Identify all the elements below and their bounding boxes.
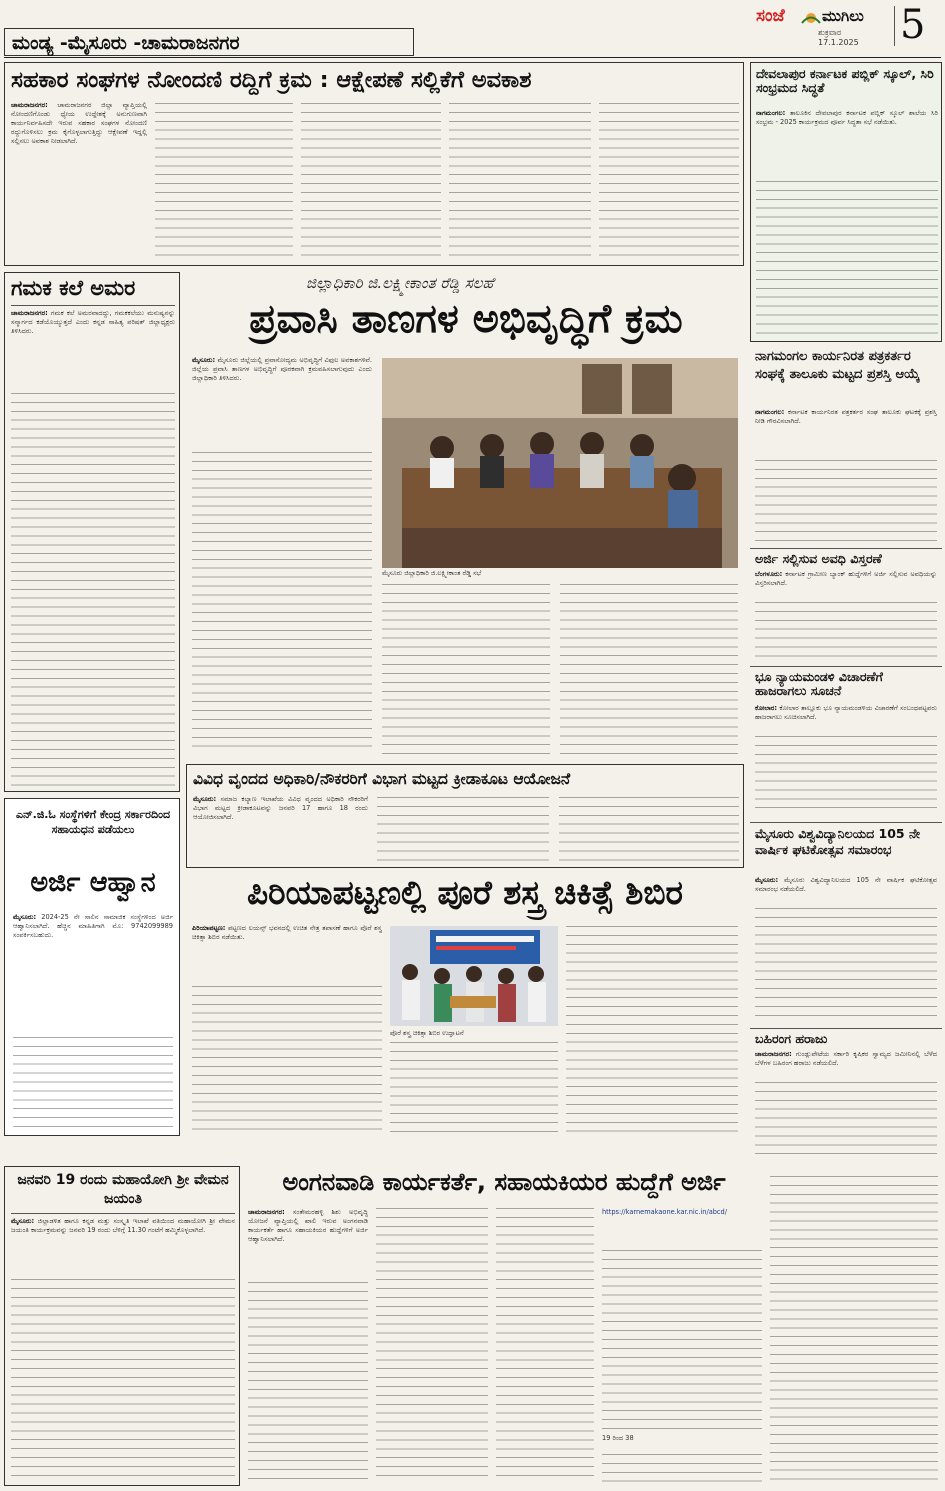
sidebar-item-4 [750,670,942,820]
anganwadi-column-5 [602,1454,762,1484]
brand-left-text: ಸಂಜೆ [756,6,785,26]
sidebar-item-6-text: ಗುಂಡ್ಲುಪೇಟೆಯ ಸರ್ಕಾರಿ ಕೃಷಿಕರ ಸ್ವಾಮ್ಯದ ಜಮೀನಿನಲ್ಲಿ ಬೆಳೆದ ಬೆಳೆಗಳ ಬಹಿರಂಗ ಹರಾಜು ನಡೆಯಲಿದೆ. [755,1050,937,1067]
gamaka-story [4,272,180,792]
section-header [0,0,945,58]
sidebar-item-2-dateline: ನಾಗಮಂಗಲ: [755,408,785,416]
anganwadi-column-2 [376,1208,488,1484]
sidebar-rule-1 [750,548,942,549]
sidebar-item-1-headline: ದೇವಲಾಪುರ ಕರ್ನಾಟಕ ಪಬ್ಲಿಕ್ ಸ್ಕೂಲ್, ಸಿರಿ ಸಂಭ್ರಮದ ಸಿದ್ಧತೆ [756,67,934,95]
sidebar-item-5-lead [755,876,937,906]
camp-column-1 [192,986,382,1136]
sidebar-item-5-dateline: ಮೈಸೂರು: [755,876,779,884]
anganwadi-headline: ಅಂಗನವಾಡಿ ಕಾರ್ಯಕರ್ತೆ, ಸಹಾಯಕಿಯರ ಹುದ್ದೆಗೆ ಅರ್ಜಿ [282,1170,726,1196]
gamaka-dateline: ಚಾಮರಾಜನಗರ: [11,309,48,317]
sports-column-3 [559,797,739,863]
sports-headline: ವಿವಿಧ ವೃಂದದ ಅಧಿಕಾರಿ/ನೌಕರರಿಗೆ ವಿಭಾಗ ಮಟ್ಟದ ಕ್ರೀಡಾಕೂಟ ಆಯೋಜನೆ [193,771,571,788]
sidebar-item-4-lead [755,704,937,734]
sidebar-item-4-dateline: ಕೋಲಾರ: [755,704,778,712]
sidebar-item-2-lead [755,408,937,458]
vemana-body [11,1279,235,1481]
anganwadi-column-4 [602,1250,762,1430]
anganwadi-url-block [602,1208,762,1248]
gamaka-headline: ಗಮಕ ಕಲೆ ಅಮರ [11,277,136,300]
anganwadi-column-3 [496,1208,594,1484]
right-sidebar [750,62,942,1162]
ngo-body [13,1037,173,1131]
sidebar-item-4-headline: ಭೂ ನ್ಯಾಯಮಂಡಳಿ ವಿಚಾರಣೆಗೆ ಹಾಜರಾಗಲು ಸೂಚನೆ [755,670,883,698]
sidebar-item-2-body [755,460,937,542]
camp-dateline: ಪಿರಿಯಾಪಟ್ಟಣ: [192,924,226,932]
meeting-photo-illustration [382,358,738,568]
tourism-kicker: ಜಿಲ್ಲಾಧಿಕಾರಿ ಜಿ.ಲಕ್ಷ್ಮೀಕಾಂತ ರೆಡ್ಡಿ ಸಲಹೆ [306,274,494,292]
camp-story [186,872,744,1140]
top-story-dateline: ಚಾಮರಾಜನಗರ: [11,101,48,109]
top-story-lead-text: ಚಾಮರಾಜನಗರ ಜಿಲ್ಲಾ ವ್ಯಾಪ್ತಿಯಲ್ಲಿ ನೋಂದಣಿಗೊಂಡು ಧ್ಯೇಯ ಉದ್ದೇಶಕ್ಕೆ ಅನುಗುಣವಾಗಿ ಕಾರ್ಯನಿರ್ವಹಿಸದೇ ಇರುವ ಸಹಕಾರ ಸಂಘಗಳ ನೋಂದಣಿ ರದ್ದುಗೊಳಿಸಲು ಕ್ರಮ ಕೈಗೊಳ್ಳಲಾಗುತ್ತಿದ್ದು ಆಕ್ಷೇಪಣೆ ಇದ್ದಲ್ಲಿ ಸಲ್ಲಿಸಲು ಅವಕಾಶ ನೀಡಲಾಗಿದೆ. [11,101,147,145]
tourism-lead [192,356,372,446]
tourism-column-3 [560,584,738,756]
vemana-rule [11,1213,235,1214]
tourism-story [186,272,744,762]
anganwadi-last-date-text: 19 ರಿಂದ 38 [602,1434,634,1442]
gamaka-body [11,393,175,787]
sidebar-item-6-dateline: ಚಾಮರಾಜನಗರ: [755,1050,792,1058]
sports-lead-text: ಸಮಾಜ ಕಲ್ಯಾಣ ಇಲಾಖೆಯ ವಿವಿಧ ವೃಂದದ ಅಧಿಕಾರಿ ನೌಕರರಿಗೆ ವಿಭಾಗ ಮಟ್ಟದ ಕ್ರೀಡಾಕೂಟವನ್ನು ಜನವರಿ 17 ಹಾಗೂ 18 ರಂದು ಆಯೋಜಿಸಲಾಗಿದೆ. [193,795,368,821]
top-story-column-4 [449,103,591,259]
sidebar-item-3 [750,552,942,662]
sidebar-item-3-body [755,602,937,658]
gamaka-rule [11,305,175,306]
section-title: ಮಂಡ್ಯ -ಮೈಸೂರು -ಚಾಮರಾಜನಗರ [12,32,240,54]
ngo-lead-text: 2024-25 ನೇ ಸಾಲಿನ ಸಾಮಾಜಿಕ ಸಂಸ್ಥೆಗಳಿಂದ ಅರ್ಜಿ ಆಹ್ವಾನಿಸಲಾಗಿದೆ. ಹೆಚ್ಚಿನ ಮಾಹಿತಿಗಾಗಿ ಮೊ: 9742099989 ಸಂಪರ್ಕಿಸಬಹುದು. [13,913,173,939]
sidebar-item-1-body [756,181,938,337]
sun-icon [800,10,822,24]
top-story-headline: ಸಹಕಾರ ಸಂಘಗಳ ನೋಂದಣಿ ರದ್ದಿಗೆ ಕ್ರಮ : ಆಕ್ಷೇಪಣೆ ಸಲ್ಲಿಕೆಗೆ ಅವಕಾಶ [11,69,532,93]
sidebar-item-2-text: ಕರ್ನಾಟಕ ಕಾರ್ಯನಿರತ ಪತ್ರಕರ್ತರ ಸಂಘ ತಾಲೂಕು ಘಟಕಕ್ಕೆ ಪ್ರಶಸ್ತಿ ನೀಡಿ ಗೌರವಿಸಲಾಗಿದೆ. [755,408,937,425]
masthead-divider [894,6,895,46]
sports-column-2 [377,797,549,863]
sidebar-item-4-body [755,736,937,816]
sidebar-item-2-headline: ನಾಗಮಂಗಲ ಕಾರ್ಯನಿರತ ಪತ್ರಕರ್ತರ ಸಂಘಕ್ಕೆ ತಾಲೂಕು ಮಟ್ಟದ ಪ್ರಶಸ್ತಿ ಆಯ್ಕೆ [755,349,920,382]
sports-dateline: ಮೈಸೂರು: [193,795,217,803]
sports-story [186,764,744,868]
ngo-dateline: ಮೈಸೂರು: [13,913,37,921]
gamaka-lead [11,309,175,389]
page-number: 5 [900,2,926,48]
ngo-lead [13,913,173,1033]
sidebar-item-1-dateline: ನಾಗಮಂಗಲ: [756,109,786,117]
anganwadi-column-6 [770,1176,938,1484]
top-story [4,62,744,266]
sidebar-item-3-dateline: ಬೆಂಗಳೂರು: [755,570,783,578]
top-story-column-5 [599,103,739,259]
sidebar-item-5-body [755,908,937,1022]
sidebar-rule-4 [750,1028,942,1029]
top-story-column-2 [155,103,293,259]
vemana-lead [11,1217,235,1277]
sidebar-item-6-body [755,1082,937,1158]
sidebar-item-3-text: ಕರ್ನಾಟಕ ಗ್ರಾಮೀಣ ಬ್ಯಾಂಕ್ ಹುದ್ದೆಗಳಿಗೆ ಅರ್ಜಿ ಸಲ್ಲಿಸುವ ಅವಧಿಯನ್ನು ವಿಸ್ತರಿಸಲಾಗಿದೆ. [755,570,937,587]
top-story-lead [11,101,147,261]
sidebar-item-2 [750,346,942,546]
sidebar-item-1-lead [756,109,938,179]
anganwadi-last-date [602,1434,762,1452]
sidebar-item-6 [750,1032,942,1160]
sidebar-item-3-lead [755,570,937,600]
anganwadi-dateline: ಚಾಮರಾಜನಗರ: [248,1208,285,1216]
vemana-headline: ಜನವರಿ 19 ರಂದು ಮಹಾಯೋಗಿ ಶ್ರೀ ವೇಮನ ಜಯಂತಿ [17,1172,229,1207]
vemana-dateline: ಮೈಸೂರು: [11,1217,35,1225]
vemana-story [4,1166,240,1486]
sidebar-item-3-headline: ಅರ್ಜಿ ಸಲ್ಲಿಸುವ ಅವಧಿ ವಿಸ್ತರಣೆ [755,552,882,566]
sports-lead [193,795,368,863]
masthead-rule [4,57,941,58]
tourism-photo [382,358,738,568]
tourism-headline: ಪ್ರವಾಸಿ ತಾಣಗಳ ಅಭಿವೃದ್ಧಿಗೆ ಕ್ರಮ [249,298,683,342]
sidebar-item-5 [750,826,942,1026]
issue-date: 17.1.2025 [818,38,859,47]
issue-day: ಶುಕ್ರವಾರ [818,28,842,37]
ngo-kicker: ಎನ್.ಜಿ.ಓ ಸಂಸ್ಥೆಗಳಿಗೆ ಕೇಂದ್ರ ಸರ್ಕಾರದಿಂದ ಸಹಾಯಧನ ಪಡೆಯಲು [15,808,171,836]
sidebar-item-4-text: ಕೋಲಾರ ತಾಲ್ಲೂಕು ಭೂ ನ್ಯಾಯಮಂಡಳಿಯ ವಿಚಾರಣೆಗೆ ಸಂಬಂಧಪಟ್ಟವರು ಹಾಜರಾಗಲು ಸೂಚಿಸಲಾಗಿದೆ. [755,704,937,721]
anganwadi-column-1 [248,1282,368,1484]
gamaka-lead-text: ಗಮಕ ಕಲೆ ಅಮರವಾದದ್ದು, ಗಮಕಕಲೆಯು ಮನುಷ್ಯನನ್ನು ಸನ್ಮಾರ್ಗದ ಕಡೆಯೊಯ್ಯುತ್ತದೆ ಎಂದು ಕನ್ನಡ ಸಾಹಿತ್ಯ ಪರಿಷತ್ ಜಿಲ್ಲಾಧ್ಯಕ್ಷರು ತಿಳಿಸಿದರು. [11,309,175,335]
brand-right-text: ಮುಗಿಲು [822,7,864,25]
anganwadi-url[interactable]: https://karnemakaone.kar.nic.in/abcd/ [602,1208,727,1216]
camp-lead [192,924,382,984]
anganwadi-lead-text: ಸಂತೇಮರಹಳ್ಳಿ ಶಿಶು ಅಭಿವೃದ್ಧಿ ಯೋಜನೆ ವ್ಯಾಪ್ತಿಯಲ್ಲಿ ಖಾಲಿ ಇರುವ ಅಂಗನವಾಡಿ ಕಾರ್ಯಕರ್ತೆ ಹಾಗೂ ಸಹಾಯಕಿಯರ ಹುದ್ದೆಗಳಿಗೆ ಅರ್ಜಿ ಆಹ್ವಾನಿಸಲಾಗಿದೆ. [248,1208,368,1243]
tourism-lead-text: ಮೈಸೂರು ಜಿಲ್ಲೆಯಲ್ಲಿ ಪ್ರವಾಸೋದ್ಯಮ ಅಭಿವೃದ್ಧಿಗೆ ವಿಫುಲ ಅವಕಾಶಗಳಿವೆ. ಜಿಲ್ಲೆಯ ಪ್ರವಾಸಿ ತಾಣಗಳ ಅಭಿವೃದ್ಧಿಗೆ ಪೂರಕವಾಗಿ ಕ್ರಮವಹಿಸಲಾಗುವುದು ಎಂದು ಜಿಲ್ಲಾಧಿಕಾರಿ ತಿಳಿಸಿದರು. [192,356,372,382]
top-story-column-3 [301,103,441,259]
sidebar-item-6-headline: ಬಹಿರಂಗ ಹರಾಜು [755,1032,828,1046]
tourism-photo-caption: ಮೈಸೂರು ಜಿಲ್ಲಾಧಿಕಾರಿ ಜಿ.ಲಕ್ಷ್ಮೀಕಾಂತ ರೆಡ್ಡಿ ಸಭೆ [382,569,482,577]
camp-column-3 [566,926,738,1136]
camp-headline: ಪಿರಿಯಾಪಟ್ಟಣಲ್ಲಿ ಪೂರೆ ಶಸ್ತ್ರ ಚಿಕಿತ್ಸೆ ಶಿಬಿರ [247,876,683,912]
sidebar-rule-3 [750,822,942,823]
tourism-column-2 [382,584,550,756]
sidebar-item-5-headline: ಮೈಸೂರು ವಿಶ್ವವಿದ್ಯಾನಿಲಯದ 105 ನೇ ವಾರ್ಷಿಕ ಘಟಿಕೋತ್ಸವ ಸಮಾರಂಭ [755,826,921,857]
sidebar-item-6-lead [755,1050,937,1080]
ngo-headline: ಅರ್ಜಿ ಆಹ್ವಾನ [30,869,156,898]
sidebar-rule-2 [750,666,942,667]
camp-photo [390,926,558,1026]
tourism-column-1 [192,452,372,752]
vemana-lead-text: ಜಿಲ್ಲಾಡಳಿತ ಹಾಗೂ ಕನ್ನಡ ಮತ್ತು ಸಂಸ್ಕೃತಿ ಇಲಾಖೆ ವತಿಯಿಂದ ಮಹಾಯೋಗಿ ಶ್ರೀ ವೇಮನ ಜಯಂತಿ ಕಾರ್ಯಕ್ರಮವನ್ನು ಜನವರಿ 19 ರಂದು ಬೆಳಿಗ್ಗೆ 11.30 ಗಂಟೆಗೆ ಹಮ್ಮಿಕೊಳ್ಳಲಾಗಿದೆ. [11,1217,235,1234]
camp-column-2 [390,1042,558,1136]
camp-lead-text: ಪಟ್ಟಣದ ಲಯನ್ಸ್ ಭವನದಲ್ಲಿ ಉಚಿತ ನೇತ್ರ ತಪಾಸಣೆ ಹಾಗೂ ಪೊರೆ ಶಸ್ತ್ರ ಚಿಕಿತ್ಸಾ ಶಿಬಿರ ನಡೆಯಿತು. [192,924,382,941]
ngo-notice [4,798,180,1136]
brand-logo [756,4,896,50]
tourism-dateline: ಮೈಸೂರು: [192,356,216,364]
anganwadi-lead [248,1208,368,1280]
sidebar-item-1 [750,62,942,342]
camp-photo-illustration [390,926,558,1026]
anganwadi-story [244,1166,942,1488]
sidebar-item-5-text: ಮೈಸೂರು ವಿಶ್ವವಿದ್ಯಾನಿಲಯದ 105 ನೇ ವಾರ್ಷಿಕ ಘಟಿಕೋತ್ಸವ ಸಮಾರಂಭ ನಡೆಯಲಿದೆ. [755,876,937,893]
camp-photo-caption: ಪೊರೆ ಶಸ್ತ್ರ ಚಿಕಿತ್ಸಾ ಶಿಬಿರ ಉದ್ಘಾಟನೆ [390,1029,464,1037]
sidebar-item-1-text: ತಾಲೂಕಿನ ದೇವಲಾಪುರ ಕರ್ನಾಟಕ ಪಬ್ಲಿಕ್ ಸ್ಕೂಲ್ ಶಾಲೆಯ ಸಿರಿ ಸಂಭ್ರಮ - 2025 ಕಾರ್ಯಕ್ರಮದ ಪೂರ್ವ ಸಿದ್ಧತಾ ಸಭೆ ನಡೆಯಿತು. [756,109,938,126]
